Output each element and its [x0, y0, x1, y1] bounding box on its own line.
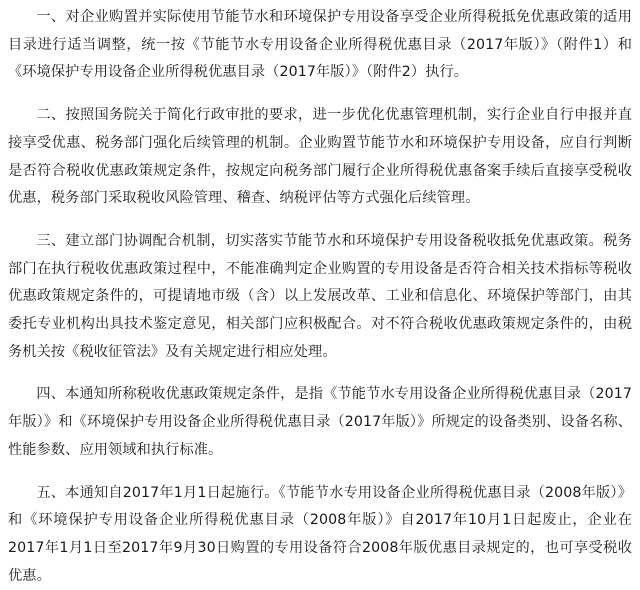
paragraph-4: 四、本通知所称税收优惠政策规定条件，是指《节能节水专用设备企业所得税优惠目录（2017年版）》和《环境保护专用设备企业所得税优惠目录（2017年版）》所规定的设备类别、设备名称、性能参数、应用领域和执行标准。 — [8, 386, 632, 458]
paragraph-3: 三、建立部门协调配合机制，切实落实节能节水和环境保护专用设备税收抵免优惠政策。税务部门在执行税收优惠政策过程中，不能准确判定企业购置的专用设备是否符合相关技术指标等税收优惠政策规定条件的，可提请地市级（含）以上发展改革、工业和信息化、环境保护等部门，由其委托专业机构出具技术鉴定意见，相关部门应积极配合。对不符合税收优惠政策规定条件的，由税务机关按《税收征管法》及有关规定进行相应处理。 — [8, 232, 632, 360]
paragraph-1: 一、对企业购置并实际使用节能节水和环境保护专用设备享受企业所得税抵免优惠政策的适用目录进行适当调整，统一按《节能节水专用设备企业所得税优惠目录（2017年版）》（附件1）和《环境保护专用设备企业所得税优惠目录（2017年版）》（附件2）执行。 — [8, 9, 632, 81]
paragraph-2: 二、按照国务院关于简化行政审批的要求，进一步优化优惠管理机制，实行企业自行申报并直接享受优惠、税务部门强化后续管理的机制。企业购置节能节水和环境保护专用设备，应自行判断是否符合税收优惠政策规定条件，按规定向税务部门履行企业所得税优惠备案手续后直接享受税收优惠，税务部门采取税收风险管理、稽查、纳税评估等方式强化后续管理。 — [8, 107, 632, 207]
paragraph-5: 五、本通知自2017年1月1日起施行。《节能节水专用设备企业所得税优惠目录（2008年版）》和《环境保护专用设备企业所得税优惠目录（2008年版）》自2017年10月1日起废止，企业在2017年1月1日至2017年9月30日购置的专用设备符合2008年版优惠目录规定的，也可享受税收优惠。 — [8, 484, 632, 584]
